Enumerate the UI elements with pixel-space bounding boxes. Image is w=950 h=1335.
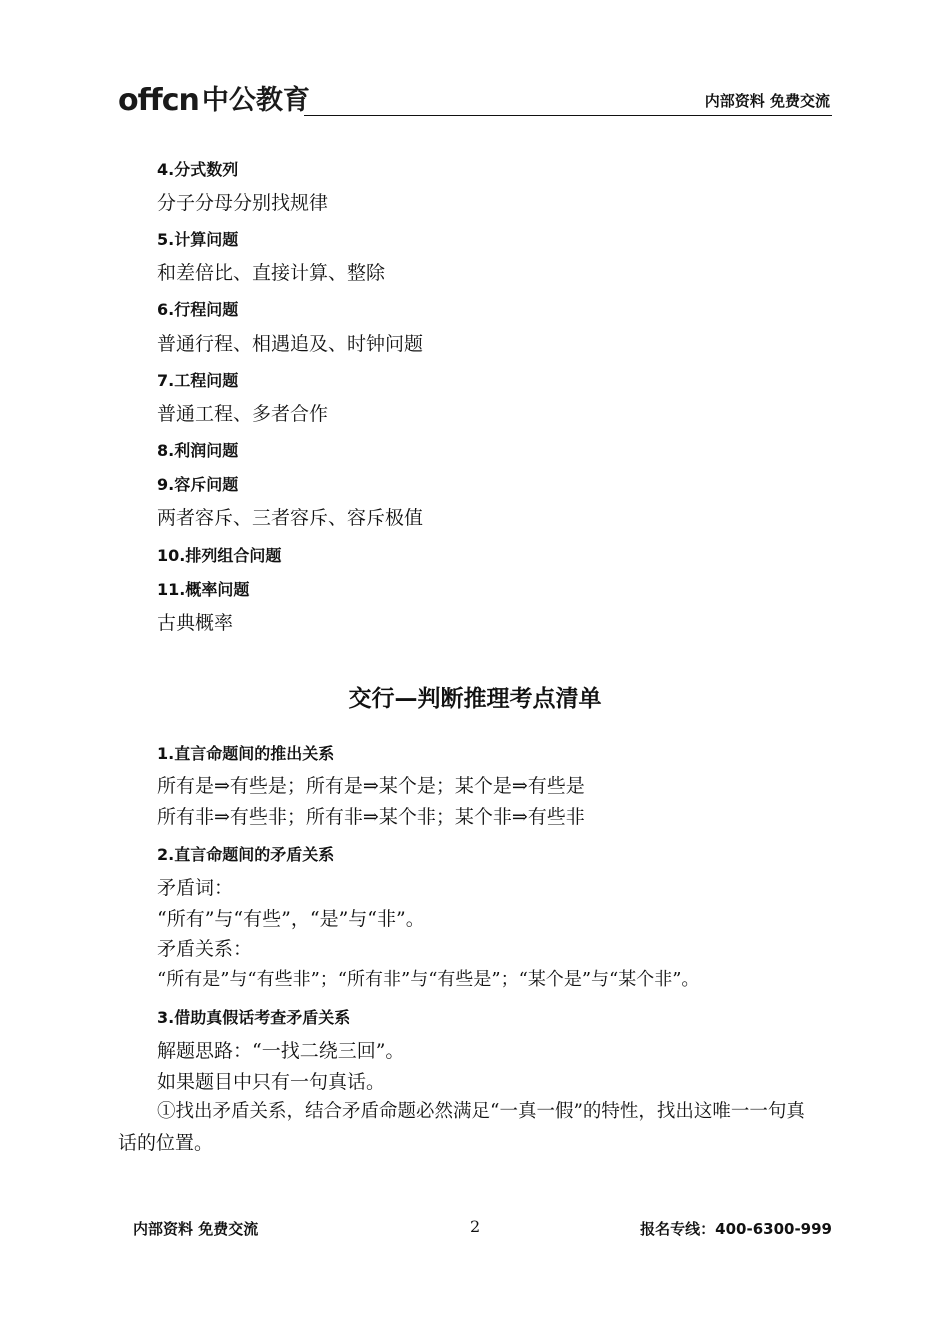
logo-latin-text: offcn: [118, 83, 199, 118]
section-heading: 6.行程问题: [157, 300, 239, 319]
header-rule: [304, 115, 832, 116]
footer-left-text: 内部资料 免费交流: [133, 1220, 259, 1238]
section-heading: 7.工程问题: [157, 371, 239, 390]
logo-chinese-text: 中公教育: [201, 85, 310, 117]
section-heading: 11.概率问题: [157, 580, 250, 599]
section-body: “所有是”与“有些非”；“所有非”与“有些是”；“某个是”与“某个非”。: [157, 969, 700, 990]
offcn-logo: [118, 78, 310, 116]
header-right-text: 内部资料 免费交流: [704, 92, 830, 110]
page-header: [118, 72, 832, 118]
section-heading: 1.直言命题间的推出关系: [157, 744, 335, 763]
section-body: 两者容斥、三者容斥、容斥极值: [157, 507, 424, 529]
section-body: 和差倍比、直接计算、整除: [157, 262, 386, 284]
section-body: 解题思路：“一找二绕三回”。: [157, 1040, 405, 1062]
section-body: 如果题目中只有一句真话。: [157, 1071, 386, 1093]
section-body: 普通行程、相遇追及、时钟问题: [157, 333, 424, 355]
section-body: 分子分母分别找规律: [157, 192, 329, 214]
section-heading: 5.计算问题: [157, 230, 239, 249]
section-body: 古典概率: [157, 612, 234, 634]
footer-hotline: 报名专线：400-6300-999: [640, 1220, 832, 1238]
section-body: 所有是⇒有些是；所有是⇒某个是；某个是⇒有些是: [157, 775, 585, 797]
section-heading: 9.容斥问题: [157, 475, 239, 494]
section-heading: 10.排列组合问题: [157, 546, 282, 565]
section-title: 交行—判断推理考点清单: [348, 686, 602, 712]
section-body: ①找出矛盾关系，结合矛盾命题必然满足“一真一假”的特性，找出这唯一一句真: [157, 1101, 805, 1122]
section-body: 矛盾词：: [157, 877, 234, 899]
section-body: “所有”与“有些”，“是”与“非”。: [157, 908, 425, 930]
section-body: 普通工程、多者合作: [157, 403, 329, 425]
section-heading: 3.借助真假话考查矛盾关系: [157, 1008, 351, 1027]
page-number: 2: [470, 1217, 481, 1236]
section-body: 所有非⇒有些非；所有非⇒某个非；某个非⇒有些非: [157, 806, 585, 828]
section-body: 矛盾关系：: [157, 938, 253, 960]
section-heading: 2.直言命题间的矛盾关系: [157, 845, 335, 864]
section-body: 话的位置。: [118, 1132, 214, 1154]
section-heading: 8.利润问题: [157, 441, 239, 460]
section-heading: 4.分式数列: [157, 160, 239, 179]
